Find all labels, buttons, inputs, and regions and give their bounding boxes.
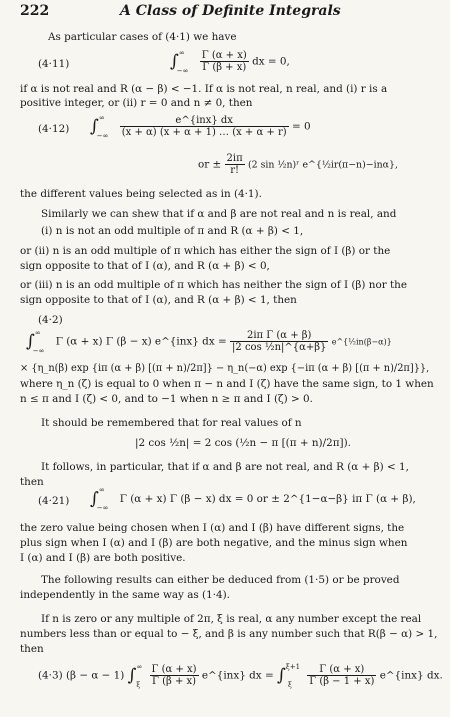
body: Γ (α + x) Γ (β − x) dx = 0 or ± 2^{1−α−β} iπ Γ (α + β), — [119, 493, 416, 505]
text-line-18: the zero value being chosen when I (α) and I (β) have different signs, the — [20, 522, 405, 534]
rhs: dx = 0, — [252, 55, 290, 68]
eq-4-2: $\int^\infty_{-\infty}$ Γ (α + x) Γ (β − x) e^{inx} dx = $\frac{\text{2iπ Γ (α + β)}}{\text{|2 cos ½n|\textasciicircum{}\{α+β\}}}$ e^{½in(β−α)} — [26, 328, 392, 355]
text-line-9: or (iii) n is an odd multiple of π which has neither the sign of I (β) nor the — [20, 279, 408, 291]
int-lower-limit: −∞ — [176, 66, 189, 75]
or-label: or ± — [198, 158, 222, 171]
lhs: Γ (α + x) Γ (β − x) e^{inx} dx = — [55, 335, 227, 348]
int-lower-limit: −∞ — [96, 504, 109, 512]
page-number: 222 — [20, 3, 50, 19]
running-title: A Class of Definite Integrals — [120, 3, 341, 19]
text-line-11: × {η_n(β) exp {iπ (α + β) [(π + n)/2π]} − η_n(−α) exp {−iπ (α + β) [(π + n)/2π]}}, — [20, 363, 430, 374]
denominator: Γ (β + x) — [200, 61, 249, 73]
text-line-19: plus sign when I (α) and I (β) are both negative, and the minus sign when — [20, 537, 408, 549]
denominator: Γ (β + x) — [150, 675, 199, 687]
eq-4-2-tag: (4·2) — [38, 314, 63, 326]
text-line-17: then — [20, 476, 44, 488]
text-line-14: It should be remembered that for real values of n — [41, 417, 302, 429]
rhs: = 0 — [291, 120, 311, 133]
fraction — [200, 50, 249, 73]
text-line-25: then — [20, 643, 44, 655]
end: e^{inx} dx. — [379, 669, 443, 682]
text-line-1: As particular cases of (4·1) we have — [48, 31, 237, 43]
prefactor: (β − α − 1) — [65, 669, 125, 682]
numerator: Γ (α + x) — [151, 664, 197, 675]
numerator: 2iπ Γ (α + β) — [246, 330, 312, 341]
text-line-6: (i) n is not an odd multiple of π and R (α + β) < 1, — [41, 225, 304, 237]
numerator: e^{inx} dx — [175, 115, 233, 126]
text-line-23: If n is zero or any multiple of 2π, ξ is real, α any number except the real — [41, 613, 422, 625]
eq-4-12-alt — [198, 153, 398, 176]
denominator-2: Γ (β − 1 + x) — [309, 676, 375, 687]
exponent-tail: e^{½in(β−α)} — [331, 337, 392, 347]
text-line-10: sign opposite to that of I (α), and R (α + β) < 1, then — [20, 294, 297, 306]
middle: e^{inx} dx = — [201, 669, 274, 682]
text-line-8: sign opposite to that of I (α), and R (α + β) < 0, — [20, 260, 270, 272]
numerator: 2iπ — [226, 153, 243, 164]
fraction-2 — [307, 664, 376, 687]
text-line-21: The following results can either be deduced from (1·5) or be proved — [41, 574, 400, 586]
eq-4-11-tag: (4·11) — [38, 58, 70, 70]
text-line-4: the different values being selected as in (4·1). — [20, 188, 262, 200]
text-line-13: n ≤ π and I (ζ) < 0, and to −1 when n ≥ π and I (ζ) > 0. — [20, 393, 313, 405]
eq-4-11: $\int^\infty_{-\infty}$ $\frac{\Gamma (\alpha + x)}{\Gamma (\beta + x)}$ dx = 0, — [170, 48, 290, 75]
int-upper-limit: ∞ — [178, 48, 185, 57]
denominator: (x + α) (x + α + 1) … (x + α + r) — [121, 127, 287, 138]
text-line-20: I (α) and I (β) are both positive. — [20, 552, 186, 564]
text-line-22: independently in the same way as (1·4). — [20, 589, 230, 601]
numerator-2: Γ (α + x) — [319, 664, 365, 675]
eq-4-12: $\int^\infty_{-\infty}$ $\frac{\text{e\textasciicircum{}\{inx\} dx}}{(x + \alpha) (x + \alpha + 1) \dots (x + \alpha + r)}$ = 0 — [90, 113, 311, 140]
int-upper-limit: ∞ — [136, 662, 143, 671]
eq-4-3-tag: (4·3) — [38, 669, 63, 682]
int-upper-limit: ∞ — [34, 328, 41, 337]
int-lower-limit: −∞ — [32, 346, 45, 355]
eq-4-3: (4·3) (β − α − 1) $\int^\infty_\xi$ $\frac{\Gamma (\alpha + x)}{\Gamma (\beta + x)}$ e^{inx} dx = ∫$^{\xi+1}_\xi$ $\frac{\Gamma (\alpha + x)}{\Gamma (\beta - 1 + x)}$ e^{inx} dx. — [38, 662, 443, 689]
text-line-24: numbers less than or equal to − ξ, and β is any number such that R(β − α) > 1, — [20, 628, 438, 640]
int2-upper-limit: ξ+1 — [285, 662, 301, 671]
denominator: |2 cos ½n|^{α+β} — [232, 342, 327, 353]
text-line-5: Similarly we can shew that if α and β are not real and n is real, and — [41, 208, 397, 220]
eq-4-21-tag: (4·21) — [38, 495, 70, 507]
fraction — [120, 115, 289, 138]
fraction — [150, 664, 199, 687]
int-upper-limit: ∞ — [98, 486, 105, 494]
fraction — [230, 330, 328, 353]
int-lower-limit: ξ — [136, 680, 141, 689]
text-line-7: or (ii) n is an odd multiple of π which has either the sign of I (β) or the — [20, 245, 391, 257]
eq-4-12-tag: (4·12) — [38, 123, 70, 135]
eq-4-21: $\int^\infty_{-\infty}$ Γ (α + x) Γ (β − x) dx = 0 or ± 2^{1−α−β} iπ Γ (α + β), — [90, 486, 416, 512]
expression: (2 sin ½n)ʳ e^{½ir(π−n)−inα}, — [248, 159, 398, 171]
int-upper-limit: ∞ — [98, 113, 105, 122]
text-line-2: if α is not real and R (α − β) < −1. If α is not real, n real, and (i) r is a — [20, 83, 388, 95]
text-line-15: |2 cos ½n| = 2 cos (½n − π [(π + n)/2π]). — [135, 437, 351, 449]
numerator: Γ (α + x) — [201, 50, 247, 61]
text-line-16: It follows, in particular, that if α and β are not real, and R (α + β) < 1, — [41, 461, 409, 473]
int-lower-limit: −∞ — [96, 131, 109, 140]
denominator: r! — [225, 164, 245, 176]
int2-lower-limit: ξ — [288, 680, 292, 689]
fraction — [225, 153, 245, 176]
text-line-12: where η_n (ζ) is equal to 0 when π − n and I (ζ) have the same sign, to 1 when — [20, 378, 434, 390]
text-line-3: positive integer, or (ii) r = 0 and n ≠ 0, then — [20, 97, 253, 109]
